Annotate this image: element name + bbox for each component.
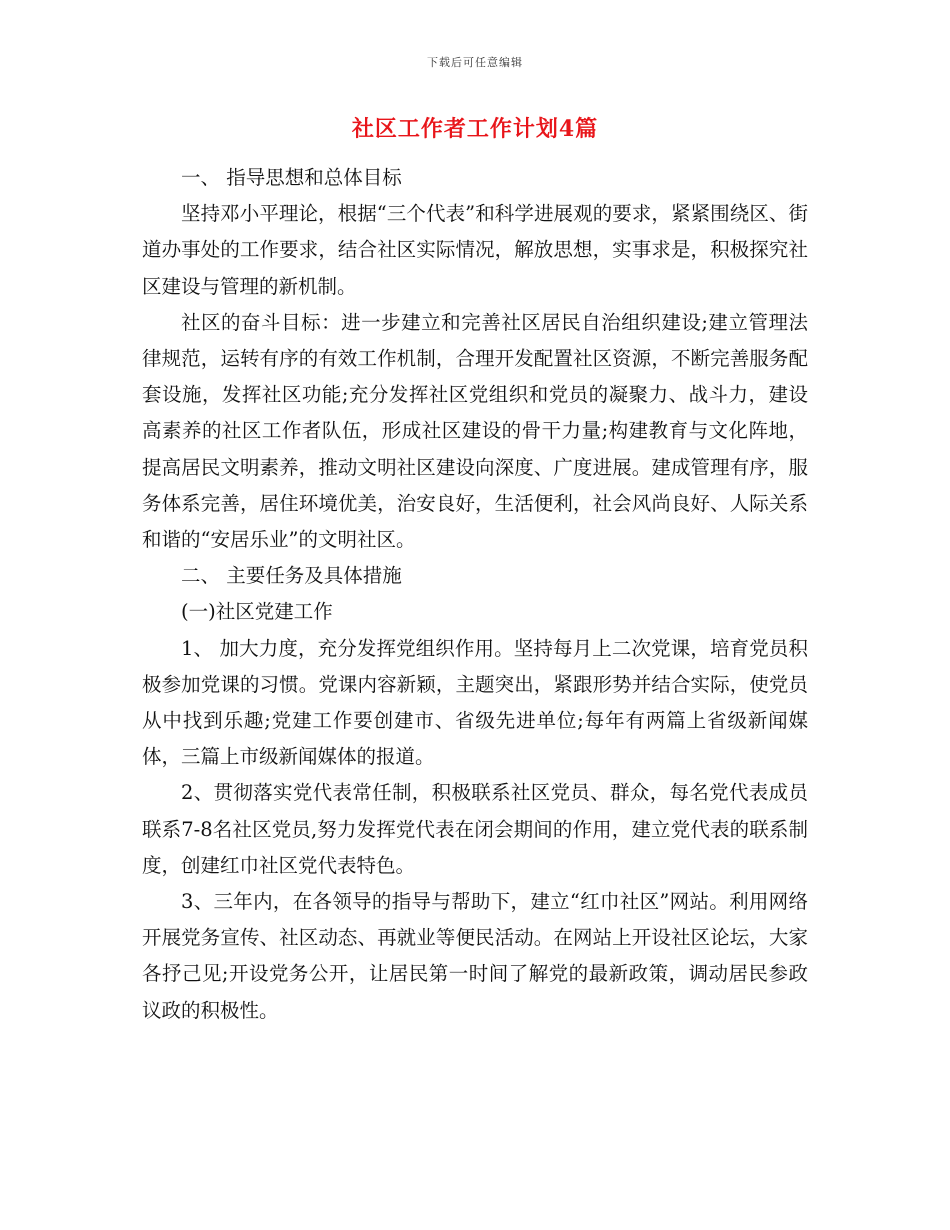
- section-heading-2: 二、 主要任务及具体措施: [181, 564, 402, 588]
- subsection-heading-party-building: (一)社区党建工作: [181, 600, 333, 624]
- section-heading-1: 一、 指导思想和总体目标: [181, 166, 402, 189]
- paragraph-community-goals: 社区的奋斗目标：进一步建立和完善社区居民自治组织建设;建立管理法律规范，运转有序的有效工作机制，合理开发配置社区资源，不断完善服务配套设施，发挥社区功能;充分发挥社区党组织和党员的凝聚力、战斗力，建设高素养的社区工作者队伍，形成社区建设的骨干力量;构建教育与文化阵地，提高居民文明素养，推动文明社区建设向深度、广度进展。建成管理有序，服务体系完善，居住环境优美，治安良好，生活便利，社会风尚良好、人际关系和谐的“安居乐业”的文明社区。: [142, 310, 808, 552]
- document-title: 社区工作者工作计划4篇: [351, 116, 599, 142]
- paragraph-item-3: 3、三年内，在各领导的指导与帮助下，建立“红巾社区”网站。利用网络开展党务宣传、社区动态、再就业等便民活动。在网站上开设社区论坛，大家各抒己见;开设党务公开，让居民第一时间了解党的最新政策，调动居民参政议政的积极性。: [142, 890, 808, 1022]
- paragraph-guiding-thought: 坚持邓小平理论，根据“三个代表”和科学进展观的要求，紧紧围绕区、街道办事处的工作要求，结合社区实际情况，解放思想，实事求是，积极探究社区建设与管理的新机制。: [142, 202, 808, 298]
- header-note: 下载后可任意编辑: [427, 56, 523, 69]
- paragraph-item-1: 1、 加大力度，充分发挥党组织作用。坚持每月上二次党课，培育党员积极参加党课的习惯。党课内容新颖，主题突出，紧跟形势并结合实际，使党员从中找到乐趣;党建工作要创建市、省级先进单位;每年有两篇上省级新闻媒体，三篇上市级新闻媒体的报道。: [142, 636, 808, 769]
- document-body: [142, 160, 808, 1029]
- paragraph-item-2: 2、贯彻落实党代表常任制，积极联系社区党员、群众，每名党代表成员联系7-8名社区党员,努力发挥党代表在闭会期间的作用，建立党代表的联系制度，创建红巾社区党代表特色。: [142, 781, 808, 877]
